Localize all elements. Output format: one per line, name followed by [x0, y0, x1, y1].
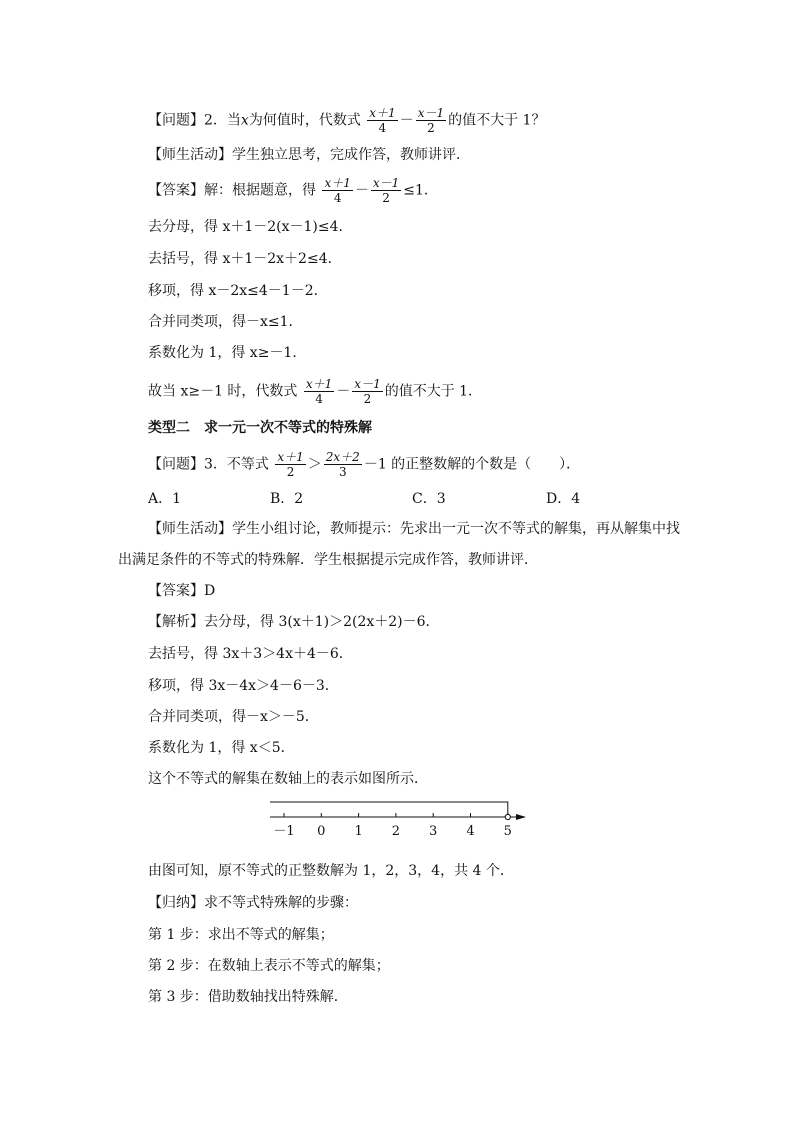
minus-sign: －	[336, 383, 351, 400]
fraction-denominator: 2	[382, 191, 390, 205]
question-3	[148, 450, 580, 479]
fraction-numerator: x＋1	[369, 106, 396, 120]
fraction-denominator: 4	[378, 121, 387, 135]
fraction	[304, 377, 334, 406]
answer-tag: 【答案】	[148, 182, 204, 199]
fraction-numerator: x＋1	[305, 377, 333, 391]
q2-answer	[148, 176, 438, 205]
fraction	[367, 106, 397, 135]
fraction	[324, 450, 362, 479]
fraction-denominator: 4	[333, 191, 342, 205]
fraction-numerator: x－1	[372, 176, 400, 190]
summary-step: 第 1 步：求出不等式的解集；	[148, 927, 334, 943]
conclusion-post: 的值不大于 1．	[384, 383, 483, 400]
fraction-numerator: x－1	[354, 377, 381, 391]
step-line: 去括号，得 x＋1－2x＋2≤4．	[148, 251, 342, 267]
summary-step: 第 3 步：借助数轴找出特殊解．	[148, 989, 348, 1005]
tick-label: 5	[503, 824, 512, 839]
step-line: 去括号，得 3x＋3＞4x＋4－6．	[148, 646, 353, 662]
fraction-denominator: 2	[286, 465, 295, 479]
fraction-numerator: x－1	[417, 106, 445, 120]
q2-mid: 为何值时，代数式	[248, 112, 361, 129]
answer-post: ≤1．	[403, 182, 438, 199]
tick-label: 0	[317, 824, 326, 839]
tick-label: 4	[466, 824, 475, 839]
option-b: B．2	[270, 491, 304, 507]
fraction	[322, 176, 352, 205]
q2-post: 的值不大于 1？	[448, 112, 546, 129]
step-line: 合并同类项，得－x≤1．	[148, 314, 303, 330]
fraction-denominator: 2	[363, 392, 372, 406]
fraction	[371, 176, 401, 205]
minus-sign: －	[399, 112, 414, 129]
fraction-denominator: 2	[427, 121, 435, 135]
fraction	[275, 450, 305, 479]
step-line: 合并同类项，得－x＞－5．	[148, 709, 319, 725]
summary-heading: 【归纳】求不等式特殊解的步骤：	[148, 895, 358, 911]
step-line: 这个不等式的解集在数轴上的表示如图所示．	[148, 771, 428, 787]
q2-pre: 2．当	[204, 112, 241, 129]
option-c: C．3	[412, 491, 446, 507]
option-d: D．4	[546, 491, 581, 507]
q3-pre: 3．不等式	[204, 456, 269, 473]
minus-sign: －	[354, 182, 369, 199]
question-tag: 【问题】	[148, 456, 204, 473]
tick-label: 1	[354, 824, 363, 839]
q2-activity: 【师生活动】学生独立思考，完成作答，教师讲评．	[148, 147, 470, 163]
q3-explanation: 【解析】去分母，得 3(x＋1)＞2(2x＋2)－6．	[148, 614, 440, 630]
fraction-denominator: 4	[315, 392, 323, 406]
axis-arrow	[516, 814, 526, 820]
open-endpoint	[505, 814, 510, 819]
summary-step: 第 2 步：在数轴上表示不等式的解集；	[148, 958, 390, 974]
step-line: 系数化为 1，得 x≥－1．	[148, 345, 307, 361]
q2-conclusion	[148, 377, 482, 406]
fraction-denominator: 3	[338, 465, 347, 479]
solution-bracket	[270, 802, 508, 815]
q3-post: －1 的正整数解的个数是（ ）．	[363, 456, 581, 473]
tick-label: 3	[429, 824, 438, 839]
fraction	[416, 106, 446, 135]
step-line: 移项，得 3x－4x＞4－6－3．	[148, 678, 339, 694]
tick-label: 2	[391, 824, 401, 839]
conclusion: 由图可知，原不等式的正整数解为 1，2，3，4，共 4 个．	[148, 863, 514, 879]
step-line: 去分母，得 x＋1－2(x－1)≤4．	[148, 219, 353, 235]
answer-pre: 解：根据题意，得	[204, 182, 316, 199]
q3-activity-line1: 【师生活动】学生小组讨论，教师提示：先求出一元一次不等式的解集，再从解集中找	[148, 521, 680, 537]
section-heading: 类型二 求一元一次不等式的特殊解	[148, 420, 372, 436]
greater-sign: ＞	[307, 456, 322, 473]
fraction-numerator: 2x＋2	[325, 450, 360, 464]
number-line	[0, 796, 794, 846]
q3-activity-line2: 出满足条件的不等式的特殊解．学生根据提示完成作答，教师讲评．	[118, 552, 538, 568]
conclusion-pre: 故当 x≥－1 时，代数式	[148, 383, 298, 400]
step-line: 移项，得 x－2x≤4－1－2．	[148, 283, 328, 299]
fraction-numerator: x＋1	[277, 450, 304, 464]
fraction-numerator: x＋1	[324, 176, 351, 190]
q3-answer: 【答案】D	[148, 583, 216, 599]
question-tag: 【问题】	[148, 112, 204, 129]
step-line: 系数化为 1，得 x＜5．	[148, 740, 295, 756]
q2-var: x	[240, 112, 249, 129]
question-2	[148, 106, 545, 135]
option-a: A．1	[148, 491, 182, 507]
tick-label: －1	[273, 824, 295, 839]
fraction	[352, 377, 382, 406]
